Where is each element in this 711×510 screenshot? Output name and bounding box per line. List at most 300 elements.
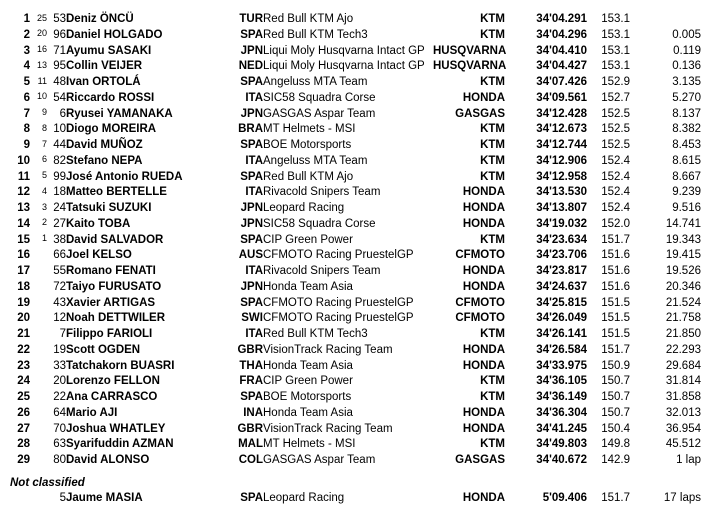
race-time-cell: 34'26.141 xyxy=(536,328,587,340)
team-cell: CFMOTO Racing PruestelGP xyxy=(263,296,414,309)
nation-cell: ITA xyxy=(245,154,263,167)
team-cell: VisionTrack Racing Team xyxy=(263,343,393,356)
rider-number-cell: 70 xyxy=(53,422,66,435)
table-row xyxy=(0,12,701,28)
rider-name-cell: Filippo FARIOLI xyxy=(66,328,153,340)
table-row xyxy=(0,264,701,280)
position-cell: 5 xyxy=(23,76,30,88)
team-cell: CIP Green Power xyxy=(263,375,353,388)
gap-cell: 0.119 xyxy=(673,44,701,57)
points-value: 11 xyxy=(37,75,47,86)
rider-name-cell: Mario AJI xyxy=(66,406,118,419)
team-cell: MT Helmets - MSI xyxy=(263,438,356,451)
race-time-cell: 34'33.975 xyxy=(536,359,587,372)
points-cell xyxy=(30,359,47,375)
nation-cell: JPN xyxy=(240,44,263,57)
team-cell: Liqui Moly Husqvarna Intact GP xyxy=(263,44,425,57)
nation-cell: FRA xyxy=(239,375,263,388)
avg-speed-cell: 142.9 xyxy=(601,454,630,466)
rider-number-cell: 7 xyxy=(59,328,66,340)
classified-rows xyxy=(0,12,701,469)
table-row xyxy=(0,280,701,296)
gap-cell: 8.667 xyxy=(672,170,701,183)
gap-cell: 45.512 xyxy=(665,438,701,451)
avg-speed-cell: 150.7 xyxy=(601,406,630,419)
avg-speed-cell: 152.0 xyxy=(601,217,630,230)
table-row xyxy=(0,374,701,390)
rider-number-cell: 48 xyxy=(53,76,66,88)
race-time-cell: 34'49.803 xyxy=(536,438,587,451)
gap-cell: 0.136 xyxy=(672,60,701,73)
avg-speed-cell: 152.4 xyxy=(601,186,630,199)
gap-cell: 21.524 xyxy=(665,296,701,309)
team-cell: CFMOTO Racing PruestelGP xyxy=(263,312,414,325)
bike-brand-cell: KTM xyxy=(480,233,505,246)
table-row xyxy=(0,154,701,170)
race-time-cell: 34'36.304 xyxy=(536,406,587,419)
avg-speed-cell: 152.5 xyxy=(601,107,630,120)
points-cell xyxy=(30,170,47,186)
position-cell: 26 xyxy=(17,406,30,419)
position-cell: 3 xyxy=(23,44,30,57)
gap-cell: 3.135 xyxy=(672,76,701,88)
points-cell xyxy=(30,343,47,359)
avg-speed-cell: 150.4 xyxy=(601,422,630,435)
table-row xyxy=(0,28,701,44)
rider-name-cell: Ryusei YAMANAKA xyxy=(66,107,173,120)
bike-brand-cell: KTM xyxy=(480,375,505,388)
race-time-cell: 34'04.410 xyxy=(536,44,587,57)
bike-brand-cell: KTM xyxy=(480,123,505,136)
nation-cell: JPN xyxy=(240,202,263,214)
position-cell: 23 xyxy=(17,359,30,372)
gap-cell: 8.453 xyxy=(672,139,701,151)
position-cell: 24 xyxy=(17,375,30,388)
position-cell: 16 xyxy=(17,249,30,262)
points-cell xyxy=(30,201,47,217)
bike-brand-cell: HONDA xyxy=(462,265,505,277)
team-cell: Honda Team Asia xyxy=(263,280,353,293)
avg-speed-cell: 151.6 xyxy=(601,265,630,277)
avg-speed-cell: 151.7 xyxy=(601,343,630,356)
nation-cell: NED xyxy=(238,60,263,73)
rider-name-cell: Xavier ARTIGAS xyxy=(66,296,156,309)
points-cell xyxy=(30,75,47,91)
points-value: 5 xyxy=(41,170,47,180)
gap-cell: 31.858 xyxy=(665,391,701,403)
race-time-cell: 34'25.815 xyxy=(536,296,587,309)
race-time-cell: 34'12.428 xyxy=(536,107,587,120)
bike-brand-cell: HONDA xyxy=(462,91,505,104)
position-cell xyxy=(0,491,30,507)
race-time-cell: 34'23.634 xyxy=(536,233,587,246)
points-cell xyxy=(30,122,47,138)
rider-name-cell: Daniel HOLGADO xyxy=(66,28,163,41)
team-cell: Angeluss MTA Team xyxy=(263,154,368,167)
nation-cell: ITA xyxy=(245,186,263,199)
position-cell: 8 xyxy=(23,123,30,136)
team-cell: Red Bull KTM Ajo xyxy=(263,13,354,25)
team-cell: SIC58 Squadra Corse xyxy=(263,217,376,230)
table-row xyxy=(0,75,701,91)
rider-name-cell: Riccardo ROSSI xyxy=(66,91,155,104)
not-classified-rows xyxy=(0,491,701,507)
nation-cell: SPA xyxy=(240,76,263,88)
race-time-cell: 34'13.807 xyxy=(536,202,587,214)
position-cell: 28 xyxy=(17,438,30,451)
results-table xyxy=(0,12,701,469)
nation-cell: ITA xyxy=(245,91,263,104)
rider-number-cell: 12 xyxy=(53,312,66,325)
avg-speed-cell: 150.9 xyxy=(601,359,630,372)
nation-cell: ITA xyxy=(245,328,263,340)
bike-brand-cell: KTM xyxy=(480,76,505,88)
rider-name-cell: Tatsuki SUZUKI xyxy=(66,202,152,214)
race-time-cell: 34'09.561 xyxy=(536,91,587,104)
points-cell xyxy=(30,248,47,264)
race-time-cell: 5'09.406 xyxy=(542,491,587,504)
rider-name-cell: David ALONSO xyxy=(66,454,150,466)
gap-cell: 21.758 xyxy=(665,312,701,325)
gap-cell: 22.293 xyxy=(665,343,701,356)
table-row xyxy=(0,44,701,60)
points-cell xyxy=(30,327,47,343)
rider-name-cell: Deniz ÖNCÜ xyxy=(66,13,134,25)
points-value: 13 xyxy=(36,59,47,70)
rider-number-cell: 95 xyxy=(53,60,66,73)
rider-number-cell: 18 xyxy=(53,186,66,199)
nation-cell: SPA xyxy=(240,296,263,309)
table-row xyxy=(0,107,701,123)
race-time-cell: 34'23.817 xyxy=(536,265,587,277)
table-row xyxy=(0,343,701,359)
gap-cell: 29.684 xyxy=(665,359,701,372)
points-cell xyxy=(30,280,47,296)
race-time-cell: 34'23.706 xyxy=(536,249,587,262)
table-row xyxy=(0,422,701,438)
rider-number-cell: 55 xyxy=(53,265,66,277)
position-cell: 14 xyxy=(17,217,30,230)
points-cell xyxy=(30,437,47,453)
nation-cell: MAL xyxy=(238,438,263,451)
gap-cell: 32.013 xyxy=(665,406,701,419)
points-value: 16 xyxy=(36,44,47,54)
gap-cell: 9.239 xyxy=(672,186,701,199)
avg-speed-cell: 151.7 xyxy=(601,233,630,246)
bike-brand-cell: HONDA xyxy=(462,406,505,419)
race-time-cell: 34'24.637 xyxy=(536,280,587,293)
not-classified-table xyxy=(0,491,701,507)
points-cell xyxy=(30,59,47,75)
race-time-cell: 34'40.672 xyxy=(536,454,587,466)
points-cell xyxy=(30,296,47,312)
nation-cell: TUR xyxy=(239,13,263,25)
gap-cell: 19.526 xyxy=(665,265,701,277)
points-cell xyxy=(30,154,47,170)
rider-name-cell: Collin VEIJER xyxy=(66,60,143,73)
rider-name-cell: Joshua WHATLEY xyxy=(66,422,166,435)
race-time-cell: 34'04.296 xyxy=(536,28,587,41)
table-row xyxy=(0,390,701,406)
gap-cell xyxy=(630,12,701,28)
race-time-cell: 34'36.149 xyxy=(536,391,587,403)
gap-cell: 19.415 xyxy=(665,249,701,262)
race-time-cell: 34'04.427 xyxy=(536,60,587,73)
bike-brand-cell: KTM xyxy=(480,391,505,403)
rider-name-cell: Matteo BERTELLE xyxy=(66,186,167,199)
nation-cell: SPA xyxy=(240,170,263,183)
nation-cell: INA xyxy=(243,406,263,419)
bike-brand-cell: HONDA xyxy=(462,202,505,214)
team-cell: Red Bull KTM Ajo xyxy=(263,170,354,183)
nation-cell: THA xyxy=(239,359,263,372)
position-cell: 9 xyxy=(23,139,30,151)
rider-number-cell: 10 xyxy=(53,123,66,136)
rider-number-cell: 27 xyxy=(53,217,66,230)
avg-speed-cell: 151.5 xyxy=(601,296,630,309)
points-value: 20 xyxy=(36,28,47,39)
rider-number-cell: 71 xyxy=(53,44,66,57)
points-value: 3 xyxy=(41,201,47,212)
avg-speed-cell: 152.7 xyxy=(601,91,630,104)
bike-brand-cell: GASGAS xyxy=(455,454,505,466)
bike-brand-cell: HUSQVARNA xyxy=(433,44,507,57)
gap-cell: 5.270 xyxy=(672,91,701,104)
rider-name-cell: Ana CARRASCO xyxy=(66,391,158,403)
rider-name-cell: Jaume MASIA xyxy=(66,491,143,504)
points-cell xyxy=(30,44,47,60)
bike-brand-cell: KTM xyxy=(480,170,505,183)
rider-number-cell: 53 xyxy=(53,13,66,25)
rider-number-cell: 22 xyxy=(53,391,66,403)
gap-cell: 17 laps xyxy=(663,491,701,504)
avg-speed-cell: 150.7 xyxy=(601,375,630,388)
points-cell xyxy=(30,390,47,406)
team-cell: Liqui Moly Husqvarna Intact GP xyxy=(263,60,425,73)
rider-number-cell: 72 xyxy=(53,280,66,293)
bike-brand-cell: HONDA xyxy=(462,422,505,435)
table-row xyxy=(0,91,701,107)
points-value: 8 xyxy=(41,122,47,133)
rider-number-cell: 43 xyxy=(53,296,66,309)
position-cell: 6 xyxy=(23,91,30,104)
position-cell: 10 xyxy=(17,154,30,167)
points-cell xyxy=(30,453,47,469)
bike-brand-cell: HONDA xyxy=(462,280,505,293)
avg-speed-cell: 153.1 xyxy=(601,44,630,57)
gap-cell: 14.741 xyxy=(665,217,701,230)
rider-name-cell: Joel KELSO xyxy=(66,249,132,262)
points-cell xyxy=(30,374,47,390)
bike-brand-cell: KTM xyxy=(480,13,505,25)
position-cell: 4 xyxy=(23,60,30,73)
avg-speed-cell: 152.4 xyxy=(601,154,630,167)
rider-name-cell: Romano FENATI xyxy=(66,265,156,277)
table-row xyxy=(0,359,701,375)
rider-name-cell: Tatchakorn BUASRI xyxy=(66,359,175,372)
bike-brand-cell: KTM xyxy=(480,28,505,41)
rider-number-cell: 5 xyxy=(59,491,66,504)
bike-brand-cell: HONDA xyxy=(462,343,505,356)
table-row xyxy=(0,201,701,217)
avg-speed-cell: 152.5 xyxy=(601,123,630,136)
position-cell: 7 xyxy=(23,107,30,120)
avg-speed-cell: 152.5 xyxy=(601,139,630,151)
race-time-cell: 34'13.530 xyxy=(536,186,587,199)
team-cell: BOE Motorsports xyxy=(263,391,352,403)
points-cell xyxy=(30,422,47,438)
position-cell: 29 xyxy=(17,454,30,466)
nation-cell: GBR xyxy=(237,422,263,435)
position-cell: 2 xyxy=(23,28,30,41)
nation-cell: JPN xyxy=(240,217,263,230)
points-value: 10 xyxy=(36,91,47,102)
gap-cell: 8.137 xyxy=(672,107,701,120)
rider-name-cell: Kaito TOBA xyxy=(66,217,131,230)
avg-speed-cell: 150.7 xyxy=(601,391,630,403)
nation-cell: BRA xyxy=(238,123,263,136)
table-row xyxy=(0,406,701,422)
bike-brand-cell: CFMOTO xyxy=(455,296,505,309)
nation-cell: SPA xyxy=(240,28,263,41)
team-cell: SIC58 Squadra Corse xyxy=(263,91,376,104)
rider-name-cell: Scott OGDEN xyxy=(66,343,141,356)
race-time-cell: 34'04.291 xyxy=(536,13,587,25)
rider-name-cell: David SALVADOR xyxy=(66,233,164,246)
nation-cell: AUS xyxy=(238,249,263,262)
avg-speed-cell: 152.9 xyxy=(601,76,630,88)
position-cell: 20 xyxy=(17,312,30,325)
table-row xyxy=(0,296,701,312)
nation-cell: JPN xyxy=(240,107,263,120)
rider-name-cell: Ivan ORTOLÁ xyxy=(66,76,141,88)
points-cell xyxy=(30,28,47,44)
race-time-cell: 34'36.105 xyxy=(536,375,587,388)
rider-name-cell: Lorenzo FELLON xyxy=(66,375,160,388)
bike-brand-cell: HONDA xyxy=(462,217,505,230)
position-cell: 1 xyxy=(23,13,30,25)
points-value: 25 xyxy=(36,12,47,23)
points-cell xyxy=(30,217,47,233)
nation-cell: SPA xyxy=(240,233,263,246)
race-time-cell: 34'26.049 xyxy=(536,312,587,325)
rider-number-cell: 64 xyxy=(53,406,66,419)
nation-cell: ITA xyxy=(245,265,263,277)
points-cell xyxy=(30,12,47,28)
avg-speed-cell: 152.4 xyxy=(601,202,630,214)
position-cell: 22 xyxy=(17,343,30,356)
position-cell: 25 xyxy=(17,391,30,403)
team-cell: Honda Team Asia xyxy=(263,406,353,419)
points-cell xyxy=(30,138,47,154)
team-cell: GASGAS Aspar Team xyxy=(263,107,376,120)
table-row xyxy=(0,59,701,75)
points-cell xyxy=(30,233,47,249)
rider-name-cell: Diogo MOREIRA xyxy=(66,123,157,136)
rider-name-cell: Noah DETTWILER xyxy=(66,312,166,325)
points-cell xyxy=(30,311,47,327)
nation-cell: JPN xyxy=(240,280,263,293)
points-value: 9 xyxy=(41,107,47,117)
bike-brand-cell: HONDA xyxy=(462,186,505,199)
gap-cell: 31.814 xyxy=(665,375,701,388)
points-value: 4 xyxy=(41,185,47,196)
rider-number-cell: 38 xyxy=(53,233,66,246)
points-value: 2 xyxy=(41,217,47,228)
bike-brand-cell: CFMOTO xyxy=(455,249,505,262)
rider-number-cell: 6 xyxy=(59,107,66,120)
rider-number-cell: 82 xyxy=(53,154,66,167)
points-cell xyxy=(30,91,47,107)
position-cell: 15 xyxy=(17,233,30,246)
bike-brand-cell: KTM xyxy=(480,154,505,167)
race-time-cell: 34'41.245 xyxy=(536,422,587,435)
team-cell: Rivacold Snipers Team xyxy=(263,186,381,199)
table-row xyxy=(0,138,701,154)
points-value: 6 xyxy=(41,154,47,165)
rider-number-cell: 96 xyxy=(53,28,66,41)
team-cell: GASGAS Aspar Team xyxy=(263,454,376,466)
race-time-cell: 34'12.958 xyxy=(536,170,587,183)
team-cell: Red Bull KTM Tech3 xyxy=(263,328,368,340)
rider-number-cell: 99 xyxy=(53,170,66,183)
team-cell: Red Bull KTM Tech3 xyxy=(263,28,368,41)
race-time-cell: 34'19.032 xyxy=(536,217,587,230)
avg-speed-cell: 151.5 xyxy=(601,328,630,340)
table-row xyxy=(0,170,701,186)
table-row xyxy=(0,185,701,201)
team-cell: BOE Motorsports xyxy=(263,139,352,151)
rider-number-cell: 80 xyxy=(53,454,66,466)
rider-number-cell: 54 xyxy=(53,91,66,104)
gap-cell: 1 lap xyxy=(676,454,701,466)
team-cell: VisionTrack Racing Team xyxy=(263,422,393,435)
points-value: 1 xyxy=(41,233,47,243)
nation-cell: COL xyxy=(238,454,263,466)
avg-speed-cell: 153.1 xyxy=(601,13,630,25)
gap-cell: 20.346 xyxy=(665,280,701,293)
avg-speed-cell: 152.4 xyxy=(601,170,630,183)
bike-brand-cell: HUSQVARNA xyxy=(433,60,507,73)
table-row xyxy=(0,453,701,469)
position-cell: 12 xyxy=(17,186,30,199)
rider-number-cell: 19 xyxy=(53,343,66,356)
table-row xyxy=(0,248,701,264)
nation-cell: GBR xyxy=(237,343,263,356)
team-cell: Leopard Racing xyxy=(263,202,345,214)
not-classified-heading: Not classified xyxy=(10,476,85,489)
team-cell: Angeluss MTA Team xyxy=(263,76,368,88)
bike-brand-cell: KTM xyxy=(480,139,505,151)
table-row xyxy=(0,491,701,507)
nation-cell: SPA xyxy=(240,491,263,504)
gap-cell: 0.005 xyxy=(672,28,701,41)
position-cell: 11 xyxy=(17,170,30,183)
rider-name-cell: Ayumu SASAKI xyxy=(66,44,152,57)
rider-name-cell: Syarifuddin AZMAN xyxy=(66,438,174,451)
team-cell: Leopard Racing xyxy=(263,491,345,504)
avg-speed-cell: 149.8 xyxy=(601,438,630,451)
avg-speed-cell: 153.1 xyxy=(601,28,630,41)
team-cell: CFMOTO Racing PruestelGP xyxy=(263,249,414,262)
table-row xyxy=(0,122,701,138)
rider-number-cell: 63 xyxy=(53,438,66,451)
avg-speed-cell: 153.1 xyxy=(601,60,630,73)
rider-number-cell: 66 xyxy=(53,249,66,262)
avg-speed-cell: 151.6 xyxy=(601,249,630,262)
table-row xyxy=(0,233,701,249)
team-cell: CIP Green Power xyxy=(263,233,353,246)
